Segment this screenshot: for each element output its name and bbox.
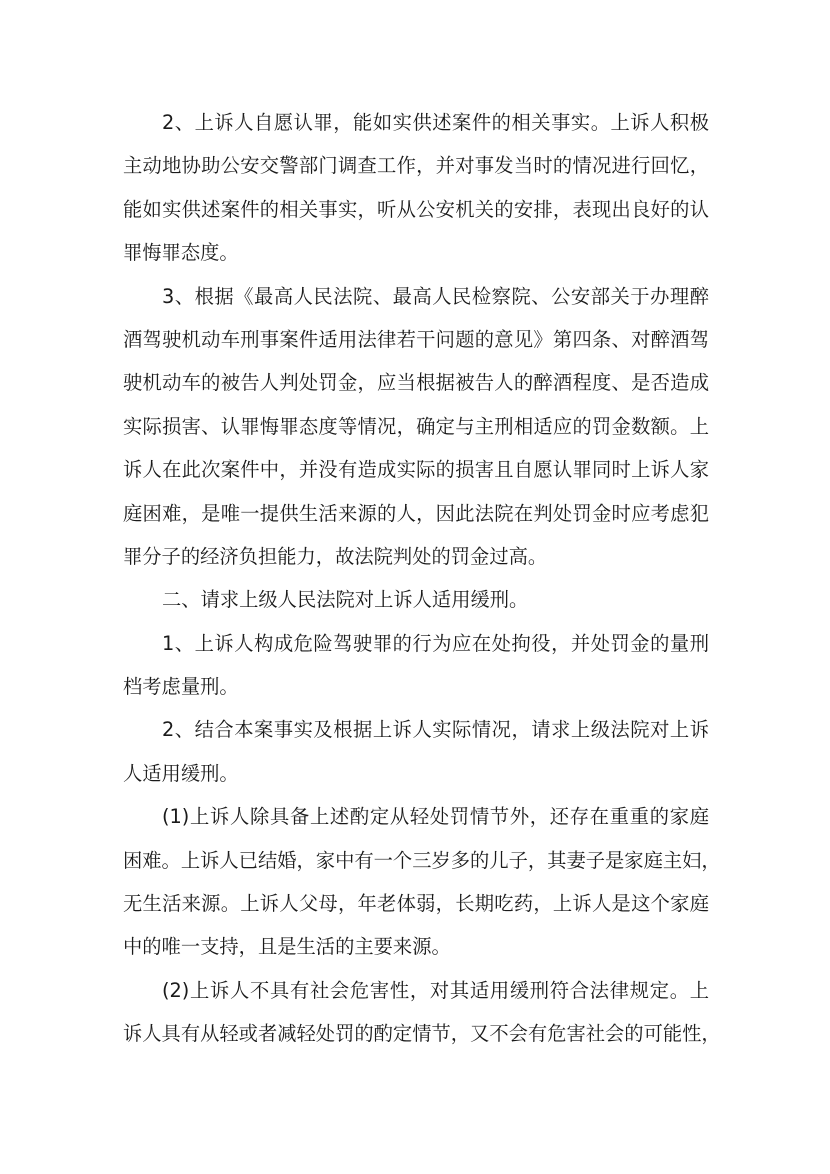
text-line: 3、根据《最高人民法院、最高人民检察院、公安部关于办理醉 [162,284,709,308]
text-line: (1)上诉人除具备上述酌定从轻处罚情节外，还存在重重的家庭 [162,805,709,829]
paragraph [123,795,721,969]
text-line: 罪分子的经济负担能力，故法院判处的罚金过高。 [123,544,548,568]
text-line: 中的唯一支持，且是生活的主要来源。 [123,935,451,959]
text-line: 主动地协助公安交警部门调查工作，并对事发当时的情况进行回忆， [123,154,709,178]
text-line: 人适用缓刑。 [123,761,239,785]
text-line: 诉人在此次案件中，并没有造成实际的损害且自愿认罪同时上诉人家 [123,458,709,482]
text-line: 困难。上诉人已结婚，家中有一个三岁多的儿子，其妻子是家庭主妇， [123,848,721,872]
paragraph [123,622,709,709]
text-line: 二、请求上级人民法院对上诉人适用缓刑。 [162,588,529,612]
paragraph [123,708,709,795]
text-line: 酒驾驶机动车刑事案件适用法律若干问题的意见》第四条、对醉酒驾 [123,327,709,351]
text-line: 罪悔罪态度。 [123,241,239,265]
paragraph [123,969,721,1056]
paragraph [123,275,709,579]
text-line: 2、结合本案事实及根据上诉人实际情况，请求上级法院对上诉 [162,718,709,742]
text-line: 庭困难，是唯一提供生活来源的人，因此法院在判处罚金时应考虑犯 [123,501,709,525]
text-line: 诉人具有从轻或者减轻处罚的酌定情节，又不会有危害社会的可能性， [123,1022,721,1046]
text-line: 无生活来源。上诉人父母，年老体弱，长期吃药，上诉人是这个家庭 [123,892,709,916]
text-line: 1、上诉人构成危险驾驶罪的行为应在处拘役，并处罚金的量刑 [162,631,709,655]
text-line: 驶机动车的被告人判处罚金，应当根据被告人的醉酒程度、是否造成 [123,371,709,395]
text-line: (2)上诉人不具有社会危害性，对其适用缓刑符合法律规定。上 [162,978,709,1002]
text-line: 2、上诉人自愿认罪，能如实供述案件的相关事实。上诉人积极 [162,111,709,134]
paragraph [123,101,709,275]
text-line: 档考虑量刑。 [123,675,239,699]
text-line: 实际损害、认罪悔罪态度等情况，确定与主刑相适应的罚金数额。上 [123,414,709,438]
text-line: 能如实供述案件的相关事实，听从公安机关的安排，表现出良好的认 [123,197,709,221]
document-page [123,101,721,1056]
paragraph [123,578,709,621]
